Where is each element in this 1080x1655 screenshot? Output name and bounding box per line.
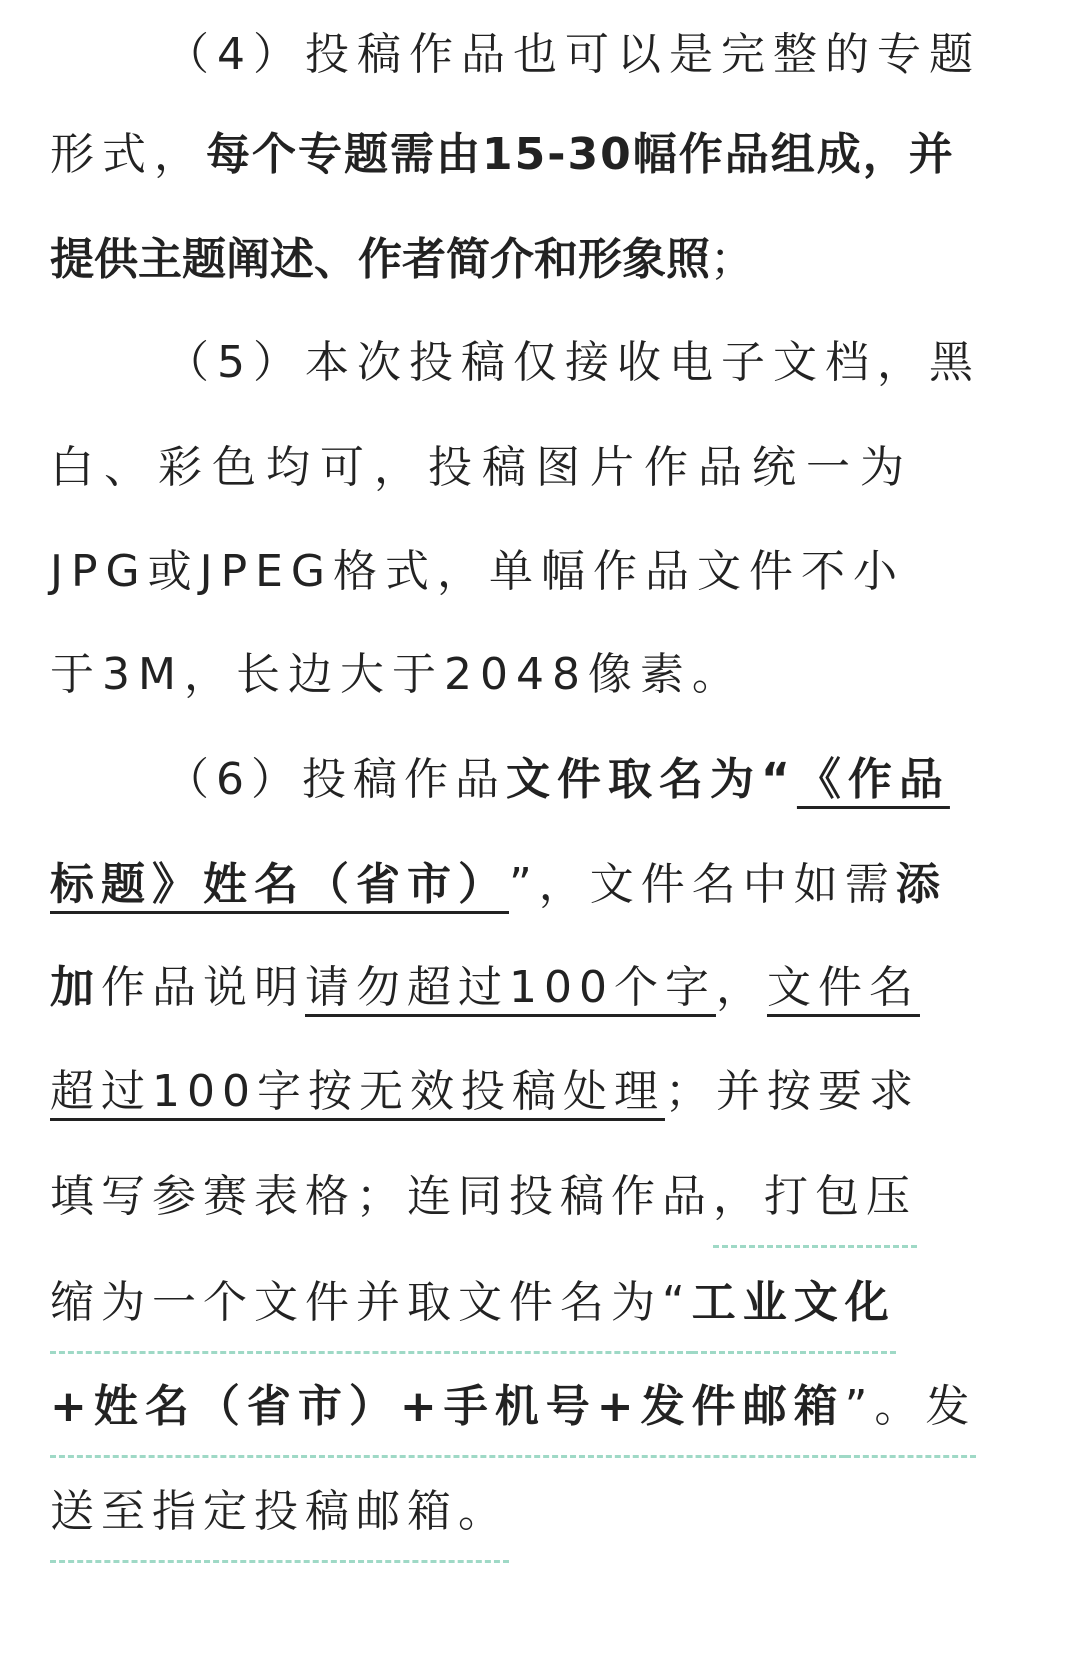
para4-line2 [50,100,955,210]
para5-line2 [50,413,914,523]
para6-line1 [165,725,950,835]
text-segment: （6）投稿作品 [165,754,506,805]
text-segment: 于3M，长边大于2048像素。 [50,649,744,700]
para4-line3 [50,205,754,315]
para6-line2 [50,830,947,940]
para6-line3 [50,933,920,1043]
dashed-bold-segment: +姓名（省市）+手机号+发件邮箱 [50,1359,845,1458]
para5-line4 [50,620,744,730]
dashed-underlined-segment: 缩为一个文件并取文件名为“ [50,1255,692,1354]
para6-line8 [50,1457,509,1567]
text-segment: （5）本次投稿仅接收电子文档，黑 [165,337,981,388]
bold-text-segment: 每个专题需由15-30幅作品组成，并 [206,129,955,180]
para4-line1 [165,0,981,110]
bold-text-segment: 添 [895,859,947,910]
text-segment: 白、彩色均可，投稿图片作品统一为 [50,442,914,493]
text-segment: （4）投稿作品也可以是完整的专题 [165,29,981,80]
text-segment: ； [710,234,754,285]
dashed-underlined-segment: ，打包压 [713,1149,917,1248]
para6-line4 [50,1037,920,1147]
text-segment: ， [715,962,767,1013]
text-segment: 形式， [50,129,206,180]
underlined-bold-segment: 标题》姓名（省市） [50,859,509,910]
para5-line1 [165,308,981,418]
underlined-segment: 超过100字按无效投稿处理 [50,1066,665,1117]
para5-line3 [50,517,905,627]
underlined-segment: 文件名 [766,962,920,1013]
text-segment: JPG或JPEG格式，单幅作品文件不小 [50,546,906,597]
text-segment: ”，文件名中如需 [509,859,896,910]
dashed-bold-segment: 工业文化 [692,1255,896,1354]
text-segment: 填写参赛表格；连同投稿作品 [50,1171,713,1222]
para6-line6 [50,1248,896,1358]
underlined-bold-segment: 《作品 [796,754,950,805]
bold-text-segment: 文件取名为“ [506,754,797,805]
underlined-segment: 请勿超过100个字 [305,962,716,1013]
dashed-underlined-segment: ”。发 [845,1359,977,1458]
para6-line7 [50,1352,976,1462]
dashed-underlined-segment: 送至指定投稿邮箱。 [50,1464,509,1563]
bold-text-segment: 提供主题阐述、作者简介和形象照 [50,234,710,285]
text-segment: ；并按要求 [664,1066,920,1117]
text-segment: 作品说明 [101,962,305,1013]
bold-text-segment: 加 [50,962,101,1013]
para6-line5 [50,1142,917,1252]
